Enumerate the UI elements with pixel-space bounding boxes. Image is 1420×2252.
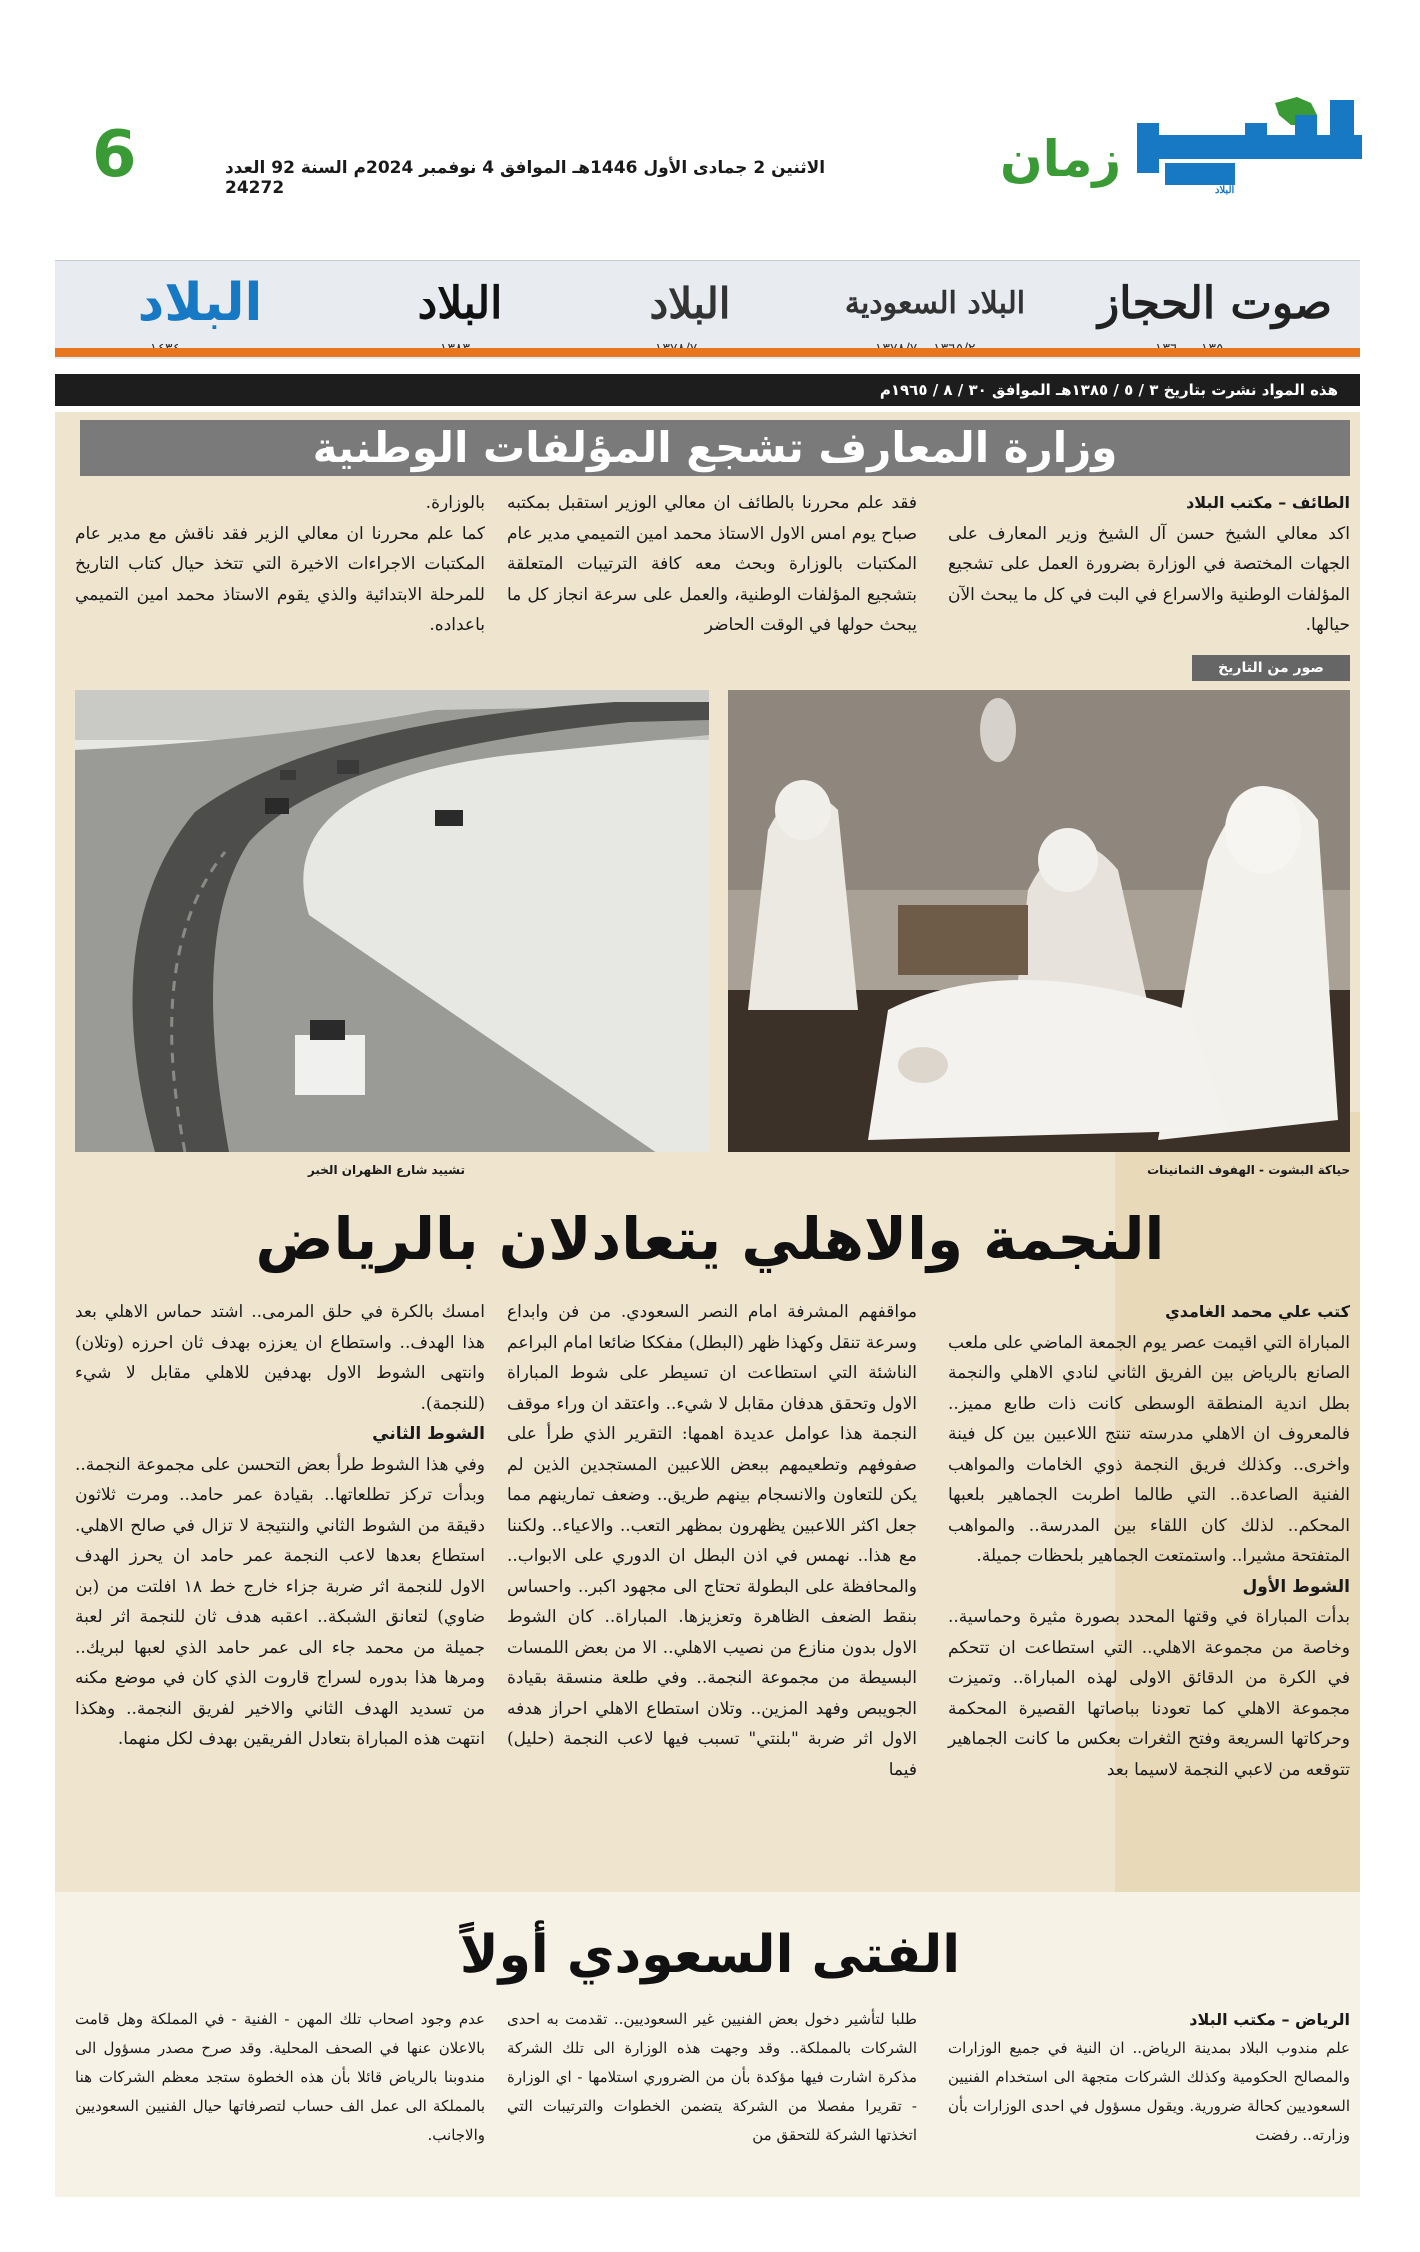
article3-column-2: طلبا لتأشير دخول بعض الفنيين غير السعوديين.. تقدمت به احدى الشركات بالمملكة.. وقد وجهت هذه الوزارة الى تلك الشركة مذكرة اشارت فيها مؤكدة بأن من الضروري استلامها - اي الوزارة - تقريرا مفصلا من الشركة يتضمن الخطوات والترتيبات التي اتخذتها الشركة للتحقق من	[507, 2010, 917, 2144]
byline: الرياض – مكتب البلاد	[1189, 2010, 1350, 2029]
logo-text: البلاد	[1215, 185, 1235, 195]
masthead-albilad-1378: البلاد	[649, 278, 731, 328]
article2-text-1b: بدأت المباراة في وقتها المحدد بصورة مثيرة وحماسية.. وخاصة من مجموعة الاهلي.. التي استطاعت ان تتحكم في الكرة من الدقائق الاولى لهذه المباراة.. وتميزت مجموعة الاهلي كما تعودنا بباصاتها القصيرة المحكمة وحركاتها السريعة وفتح الثغرات بعكس ما كانت الجماهير تتوقعه من لاعبي النجمة لاسيما بعد	[948, 1607, 1350, 1780]
byline: الطائف – مكتب البلاد	[1186, 493, 1350, 512]
article2-text-3b: وفي هذا الشوط طرأ بعض التحسن على مجموعة النجمة.. وبدأت تركز تطلعاتها.. بقيادة عمر حامد.. ومرت ثلاثون دقيقة من الشوط الثاني والنتيجة لا تزال في صالح الاهلي. استطاع بعدها لاعب النجمة عمر حامد ان يحرز الهدف الاول للنجمة اثر ضربة جزاء خارج خط ١٨ افلتت من (بن ضاوي) لتعانق الشبكة.. اعقبه هدف ثان للنجمة اثر لعبة جميلة من محمد جاء الى عمر حامد الذي لعبها لبريك.. ومرها هذا بدوره لسراج قاروت الذي كان في موضع مكنه من تسديد الهدف الثاني والاخير لفريق النجمة.. وهكذا انتهت هذه المباراة بتعادل الفريقين بهدف لكل منهما.	[75, 1454, 485, 1749]
article2-column-2: مواقفهم المشرفة امام النصر السعودي. من فن وابداع وسرعة تنقل وكهذا ظهر (البطل) مفككا ضائعا امام البراعم الناشئة التي استطاعت ان تسيطر على شوط المباراة الاول وتحقق هدفان مقابل لا شيء.. واعتقد ان وراء موقف النجمة هذا عوامل عديدة اهمها: التقرير الذي طرأ على صفوفهم وتطعيمهم ببعض اللاعبين المستجدين الذين لم يكن للتعاون والانسجام بينهم طريق.. وضعف تمارينهم مما جعل اكثر اللاعبين يظهرون بمظهر التعب.. والاعياء.. ولكننا مع هذا.. نهمس في اذن البطل ان الدوري على الابواب.. والمحافظة على البطولة تحتاج الى مجهود اكبر.. واحساس بنقط الضعف الظاهرة وتعزيزها. المباراة.. كان الشوط الاول بدون منازع من نصيب الاهلي.. الا من بعض اللمسات البسيطة من مجموعة النجمة.. وفي طلعة منسقة بقيادة الجويبص وفهد المزين.. وتلان استطاع الاهلي احراز هدفه الاول اثر ضربة "بلنتي" تسبب فيها لاعب النجمة (حليل) فيما	[507, 1302, 917, 1780]
albilad-logo	[1125, 95, 1370, 195]
headline-ministry-of-education: وزارة المعارف تشجع المؤلفات الوطنية	[80, 420, 1350, 476]
photo-road-construction	[75, 690, 709, 1152]
article3-text-1: علم مندوب البلاد بمدينة الرياض.. ان النية في جميع الوزارات والمصالح الحكومية وكذلك الشركات متجهة الى استخدام الفنيين السعوديين كحالة ضرورية. ويقول مسؤول في احدى الوزارات بأن وزارته.. رفضت	[948, 2039, 1350, 2144]
subheading-first-half: الشوط الأول	[1242, 1576, 1350, 1597]
masthead-banner	[55, 260, 1360, 359]
article1-column-1	[948, 488, 1350, 641]
article1-column-2: فقد علم محررنا بالطائف ان معالي الوزير استقبل بمكتبه صباح يوم امس الاول الاستاذ محمد امين التميمي مدير عام المكتبات بالوزارة وبحث معه كافة الترتيبات المتعلقة بتشجيع المؤلفات الوطنية، والعمل على سرعة انجاز كل ما يبحث حولها في الوقت الحاضر	[507, 493, 917, 635]
article1-column-3	[75, 488, 485, 641]
caption-road-construction: تشييد شارع الظهران الخبر	[307, 1163, 465, 1177]
orange-divider	[55, 348, 1360, 357]
article1-text-3a: بالوزارة.	[425, 493, 485, 513]
section-title: زمان	[1000, 130, 1122, 188]
article1-text-1: اكد معالي الشيخ حسن آل الشيخ وزير المعارف على الجهات المختصة في الوزارة بضرورة العمل على تشجيع المؤلفات الوطنية والاسراع في البت في كل ما يبحث الآن حيالها.	[948, 523, 1350, 635]
byline: كتب علي محمد الغامدي	[1165, 1302, 1350, 1321]
article2-column-1	[948, 1297, 1350, 1785]
caption-bisht-weaving: حياكة البشوت - الهفوف الثمانينات	[1147, 1163, 1350, 1177]
article3-column-1	[948, 2005, 1350, 2150]
article2-text-3: امسك بالكرة في حلق المرمى.. اشتد حماس الاهلي بعد هذا الهدف.. واستطاع ان يعززه بهدف ثان احرزه (وتلان) وانتهى الشوط الاول بهدفين للاهلي مقابل لا شيء (للنجمة).	[75, 1302, 485, 1414]
history-photos-tag: صور من التاريخ	[1192, 655, 1350, 681]
masthead-albilad-1383: البلاد	[417, 277, 503, 329]
masthead-albilad-1434: البلاد	[137, 273, 263, 333]
article1-text-3b: كما علم محررنا ان معالي الزير فقد ناقش مع مدير عام المكتبات الاجراءات الاخيرة التي تتخذ حيال كتاب التاريخ للمرحلة الابتدائية والذي يقوم الاستاذ محمد امين التميمي باعداده.	[75, 523, 485, 635]
article3-column-3: عدم وجود اصحاب تلك المهن - الفنية - في المملكة وهل قامت بالاعلان عنها في الصحف المحلية. وقد صرح مصدر مسؤول الى مندوبنا بالرياض قائلا بأن هذه الخطوة ستجد معظم الشركات هنا بالمملكة الى عمل الف حساب لتصرفاتها حيال الفنيين السعوديين والاجانب.	[75, 2010, 485, 2144]
dateline: الاثنين 2 جمادى الأول 1446هـ الموافق 4 نوفمبر 2024م السنة 92 العدد 24272	[225, 158, 826, 198]
headline-saudi-youth-first: الفتى السعودي أولاً	[459, 1925, 961, 1985]
headline-najma-ahli: النجمة والاهلي يتعادلان بالرياض	[255, 1205, 1165, 1273]
masthead-albilad-alsaudia: البلاد السعودية	[844, 285, 1026, 321]
subheading-second-half: الشوط الثاني	[372, 1424, 485, 1444]
masthead-sawt-alhijaz: صوت الحجاز	[1098, 277, 1332, 329]
article2-text-1: المباراة التي اقيمت عصر يوم الجمعة الماضي على ملعب الصانع بالرياض بين الفريق الثاني لنادي الاهلي والنجمة بطل اندية المنطقة الوسطى كانت ذات طابع مميز.. فالمعروف ان الاهلي مدرسته تنتج اللاعبين بين كل فينة واخرى.. وكذلك فريق النجمة ذوي الخامات والمواهب الفنية الصاعدة.. التي طالما اطربت الجماهير بلعبها المحكم.. لذلك كان اللقاء بين المدرسة.. والمواهب المتفتحة مشيرا.. واستمتعت الجماهير بلحظات جميلة.	[948, 1332, 1350, 1566]
page-number: 6	[92, 118, 137, 192]
publication-notice: هذه المواد نشرت بتاريخ ٣ / ٥ / ١٣٨٥هـ الموافق ٣٠ / ٨ / ١٩٦٥م	[55, 374, 1360, 406]
photo-bisht-weaving	[728, 690, 1350, 1152]
article2-column-3	[75, 1297, 485, 1755]
